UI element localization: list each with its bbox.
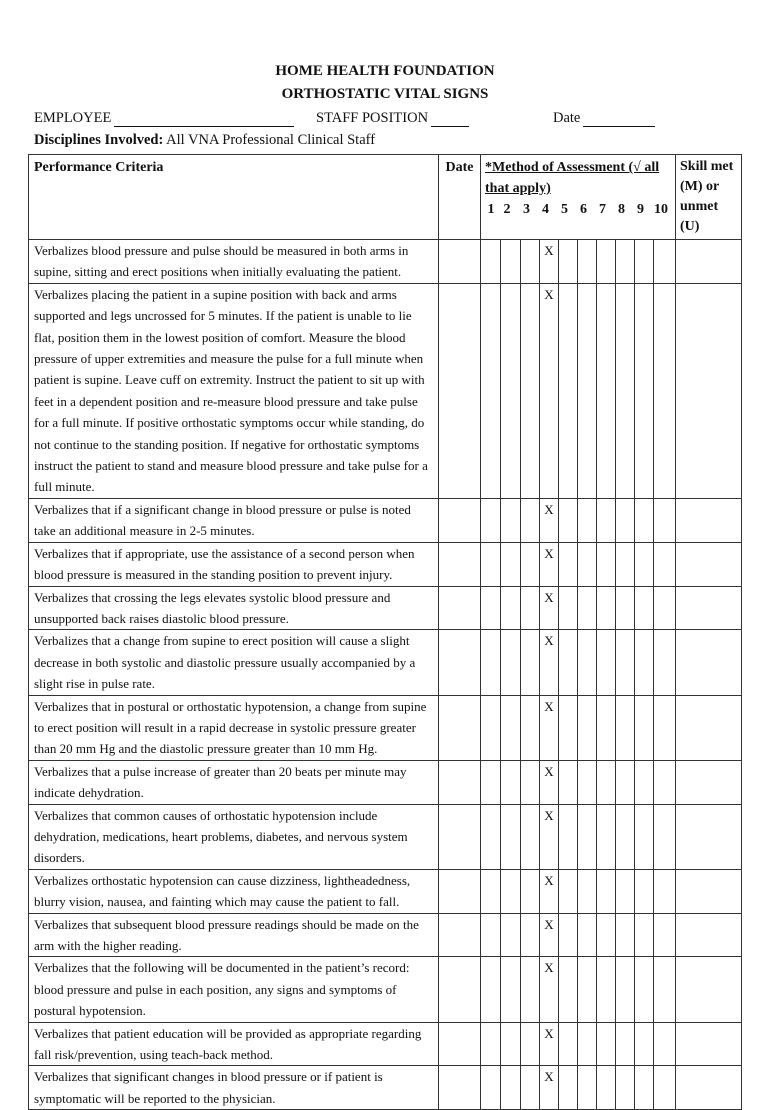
method-cell-5[interactable] (559, 630, 578, 695)
criteria-text: Verbalizes that if a significant change in blood pressure or pulse is noted take an additional measure in 2-5 minutes. (29, 498, 439, 542)
criteria-text: Verbalizes that patient education will be provided as appropriate regarding fall risk/prevention, using teach-back method. (29, 1022, 439, 1066)
criteria-text: Verbalizes blood pressure and pulse should be measured in both arms in supine, sitting and erect positions when initially evaluating the patient. (29, 240, 439, 284)
method-cell-4[interactable]: X (540, 869, 559, 913)
skill-cell[interactable] (676, 586, 742, 630)
method-cell-7[interactable] (597, 1022, 616, 1066)
date-cell[interactable] (439, 760, 481, 804)
method-cell-7[interactable] (597, 586, 616, 630)
method-cell-5[interactable] (559, 498, 578, 542)
skill-cell[interactable] (676, 1066, 742, 1110)
method-cell-9[interactable] (635, 695, 654, 760)
table-row (29, 586, 742, 630)
method-cell-1[interactable] (481, 869, 501, 913)
method-cell-8[interactable] (616, 1022, 635, 1066)
date-cell[interactable] (439, 630, 481, 695)
method-cell-4[interactable]: X (540, 1022, 559, 1066)
method-cell-3[interactable] (521, 695, 540, 760)
date-cell[interactable] (439, 1066, 481, 1110)
method-cell-8[interactable] (616, 695, 635, 760)
method-number: 5 (561, 202, 568, 217)
method-cell-9[interactable] (635, 760, 654, 804)
method-cell-6[interactable] (578, 1022, 597, 1066)
table-row (29, 240, 742, 284)
date-cell[interactable] (439, 240, 481, 284)
employee-label: EMPLOYEE (34, 110, 112, 126)
method-cell-2[interactable] (501, 542, 521, 586)
method-cell-4[interactable]: X (540, 760, 559, 804)
method-cell-7[interactable] (597, 1066, 616, 1110)
performance-criteria-table (28, 154, 742, 1110)
staff-position-label: STAFF POSITION (316, 110, 429, 126)
method-cell-2[interactable] (501, 913, 521, 957)
method-cell-2[interactable] (501, 283, 521, 498)
method-cell-10[interactable] (654, 913, 676, 957)
method-cell-3[interactable] (521, 913, 540, 957)
method-cell-2[interactable] (501, 760, 521, 804)
table-row (29, 957, 742, 1022)
method-number: 10 (654, 202, 668, 217)
method-cell-6[interactable] (578, 586, 597, 630)
date-cell[interactable] (439, 913, 481, 957)
table-row (29, 804, 742, 869)
method-cell-10[interactable] (654, 586, 676, 630)
method-cell-10[interactable] (654, 240, 676, 284)
method-cell-1[interactable] (481, 498, 501, 542)
method-cell-10[interactable] (654, 695, 676, 760)
method-cell-1[interactable] (481, 240, 501, 284)
method-cell-9[interactable] (635, 283, 654, 498)
table-row (29, 283, 742, 498)
disciplines-label: Disciplines Involved: (34, 132, 164, 148)
method-cell-1[interactable] (481, 586, 501, 630)
criteria-text: Verbalizes that if appropriate, use the assistance of a second person when blood pressure is measured in the standing position to prevent injury. (29, 542, 439, 586)
method-cell-5[interactable] (559, 1066, 578, 1110)
table-row (29, 913, 742, 957)
method-cell-8[interactable] (616, 542, 635, 586)
method-number: 2 (503, 202, 511, 217)
form-title: ORTHOSTATIC VITAL SIGNS (281, 86, 489, 102)
method-cell-8[interactable] (616, 760, 635, 804)
staff-position-line[interactable] (431, 113, 469, 127)
criteria-text: Verbalizes orthostatic hypotension can cause dizziness, lightheadedness, blurry vision, nausea, and fainting which may cause the patient to fall. (29, 869, 439, 913)
method-cell-10[interactable] (654, 760, 676, 804)
method-cell-6[interactable] (578, 695, 597, 760)
method-cell-6[interactable] (578, 542, 597, 586)
method-cell-10[interactable] (654, 630, 676, 695)
method-cell-9[interactable] (635, 586, 654, 630)
staff-position-field (316, 110, 469, 127)
method-cell-8[interactable] (616, 586, 635, 630)
method-cell-10[interactable] (654, 498, 676, 542)
method-cell-3[interactable] (521, 586, 540, 630)
method-cell-1[interactable] (481, 695, 501, 760)
method-cell-8[interactable] (616, 240, 635, 284)
method-cell-5[interactable] (559, 869, 578, 913)
method-cell-2[interactable] (501, 804, 521, 869)
table-row (29, 695, 742, 760)
method-cell-3[interactable] (521, 1022, 540, 1066)
method-number: 1 (487, 202, 495, 217)
method-cell-7[interactable] (597, 695, 616, 760)
method-cell-4[interactable]: X (540, 283, 559, 498)
method-number: 6 (580, 202, 587, 217)
employee-line[interactable] (114, 113, 294, 127)
method-cell-1[interactable] (481, 957, 501, 1022)
method-cell-2[interactable] (501, 630, 521, 695)
method-cell-8[interactable] (616, 630, 635, 695)
skill-cell[interactable] (676, 869, 742, 913)
method-cell-9[interactable] (635, 240, 654, 284)
disciplines-value: All VNA Professional Clinical Staff (166, 132, 376, 148)
table-row (29, 1066, 742, 1110)
method-cell-7[interactable] (597, 957, 616, 1022)
organization-title: HOME HEALTH FOUNDATION (275, 63, 495, 79)
method-cell-5[interactable] (559, 695, 578, 760)
method-cell-9[interactable] (635, 498, 654, 542)
skill-cell[interactable] (676, 695, 742, 760)
method-cell-5[interactable] (559, 283, 578, 498)
date-cell[interactable] (439, 695, 481, 760)
method-cell-5[interactable] (559, 240, 578, 284)
method-cell-5[interactable] (559, 542, 578, 586)
table-row (29, 869, 742, 913)
criteria-text: Verbalizes that the following will be documented in the patient’s record: blood pressure and pulse in each position, any signs and symptoms of postural hypotension. (29, 957, 439, 1022)
method-cell-6[interactable] (578, 804, 597, 869)
method-number: 4 (542, 202, 549, 217)
method-number: 3 (523, 202, 530, 217)
table-row (29, 542, 742, 586)
method-cell-7[interactable] (597, 630, 616, 695)
table-row (29, 498, 742, 542)
method-cell-5[interactable] (559, 1022, 578, 1066)
table-header-row (29, 155, 742, 240)
method-cell-10[interactable] (654, 283, 676, 498)
criteria-text: Verbalizes that a change from supine to erect position will cause a slight decrease in both systolic and diastolic pressure usually accompanied by a slight rise in pulse rate. (29, 630, 439, 695)
skill-cell[interactable] (676, 630, 742, 695)
skill-cell[interactable] (676, 957, 742, 1022)
method-cell-4[interactable]: X (540, 804, 559, 869)
date-cell[interactable] (439, 957, 481, 1022)
method-cell-8[interactable] (616, 498, 635, 542)
skill-cell[interactable] (676, 542, 742, 586)
method-cell-2[interactable] (501, 586, 521, 630)
method-cell-6[interactable] (578, 1066, 597, 1110)
method-cell-6[interactable] (578, 498, 597, 542)
method-cell-3[interactable] (521, 542, 540, 586)
criteria-text: Verbalizes that in postural or orthostatic hypotension, a change from supine to erect position will result in a rapid decrease in systolic pressure greater than 20 mm Hg and the diastolic pressure greater than 10 mm Hg. (29, 695, 439, 760)
table-row (29, 630, 742, 695)
date-cell[interactable] (439, 869, 481, 913)
skill-cell[interactable] (676, 804, 742, 869)
method-cell-7[interactable] (597, 760, 616, 804)
method-cell-3[interactable] (521, 957, 540, 1022)
method-cell-2[interactable] (501, 957, 521, 1022)
method-cell-3[interactable] (521, 760, 540, 804)
method-cell-2[interactable] (501, 1066, 521, 1110)
method-cell-3[interactable] (521, 240, 540, 284)
method-cell-6[interactable] (578, 760, 597, 804)
method-cell-8[interactable] (616, 283, 635, 498)
method-cell-4[interactable]: X (540, 498, 559, 542)
table-row (29, 760, 742, 804)
method-cell-5[interactable] (559, 804, 578, 869)
method-cell-6[interactable] (578, 240, 597, 284)
method-number: 7 (599, 202, 606, 217)
skill-cell[interactable] (676, 283, 742, 498)
method-cell-7[interactable] (597, 542, 616, 586)
date-cell[interactable] (439, 498, 481, 542)
table-row (29, 1022, 742, 1066)
method-cell-5[interactable] (559, 957, 578, 1022)
skill-cell[interactable] (676, 760, 742, 804)
method-cell-1[interactable] (481, 542, 501, 586)
method-cell-5[interactable] (559, 913, 578, 957)
method-cell-9[interactable] (635, 1022, 654, 1066)
method-cell-8[interactable] (616, 1066, 635, 1110)
method-cell-6[interactable] (578, 869, 597, 913)
method-cell-10[interactable] (654, 1022, 676, 1066)
method-number: 8 (618, 202, 625, 217)
method-cell-8[interactable] (616, 869, 635, 913)
criteria-text: Verbalizes placing the patient in a supine position with back and arms supported and legs uncrossed for 5 minutes. If the patient is unable to lie flat, position them in the lowest position of comfort. Measure the blood pressure of upper extremities and measure the pulse for a full minute when patient is supine. Leave cuff on extremity. Instruct the patient to sit up with feet in a dependent position and re-measure blood pressure and take pulse for a full minute. If positive orthostatic symptoms occur while standing, do not continue to the standing position. If negative for orthostatic symptoms instruct the patient to stand and measure blood pressure and take pulse for a full minute. (29, 283, 439, 498)
method-cell-6[interactable] (578, 913, 597, 957)
method-cell-10[interactable] (654, 869, 676, 913)
method-cell-9[interactable] (635, 913, 654, 957)
header-skill-met: Skill met (M) or unmet (U) (676, 155, 742, 240)
method-cell-9[interactable] (635, 869, 654, 913)
header-date: Date (439, 155, 481, 240)
date-cell[interactable] (439, 804, 481, 869)
criteria-text: Verbalizes that significant changes in blood pressure or if patient is symptomatic will be reported to the physician. (29, 1066, 439, 1110)
method-cell-6[interactable] (578, 630, 597, 695)
method-cell-7[interactable] (597, 240, 616, 284)
method-cell-4[interactable]: X (540, 240, 559, 284)
method-cell-10[interactable] (654, 957, 676, 1022)
method-cell-9[interactable] (635, 957, 654, 1022)
method-cell-3[interactable] (521, 630, 540, 695)
method-cell-1[interactable] (481, 804, 501, 869)
method-cell-1[interactable] (481, 760, 501, 804)
method-label: *Method of Assessment (√ all that apply) (485, 160, 660, 196)
method-cell-2[interactable] (501, 240, 521, 284)
method-cell-9[interactable] (635, 1066, 654, 1110)
method-cell-6[interactable] (578, 957, 597, 1022)
date-label: Date (553, 110, 581, 126)
method-cell-1[interactable] (481, 1022, 501, 1066)
method-cell-9[interactable] (635, 542, 654, 586)
method-cell-8[interactable] (616, 913, 635, 957)
method-cell-1[interactable] (481, 283, 501, 498)
method-cell-6[interactable] (578, 283, 597, 498)
method-cell-5[interactable] (559, 760, 578, 804)
method-cell-3[interactable] (521, 283, 540, 498)
method-cell-10[interactable] (654, 1066, 676, 1110)
employee-field (34, 110, 294, 127)
method-cell-2[interactable] (501, 869, 521, 913)
method-cell-9[interactable] (635, 804, 654, 869)
method-cell-7[interactable] (597, 283, 616, 498)
method-cell-3[interactable] (521, 498, 540, 542)
method-cell-2[interactable] (501, 1022, 521, 1066)
date-field (553, 110, 655, 127)
criteria-rows (29, 240, 742, 1110)
method-number-row (485, 199, 671, 220)
method-cell-4[interactable]: X (540, 586, 559, 630)
criteria-text: Verbalizes that crossing the legs elevates systolic blood pressure and unsupported back raises diastolic blood pressure. (29, 586, 439, 630)
header-method-of-assessment (481, 155, 676, 240)
method-cell-8[interactable] (616, 957, 635, 1022)
method-cell-7[interactable] (597, 804, 616, 869)
criteria-text: Verbalizes that a pulse increase of greater than 20 beats per minute may indicate dehydration. (29, 760, 439, 804)
date-cell[interactable] (439, 283, 481, 498)
skill-cell[interactable] (676, 1022, 742, 1066)
method-cell-3[interactable] (521, 804, 540, 869)
method-cell-4[interactable]: X (540, 630, 559, 695)
date-cell[interactable] (439, 542, 481, 586)
skill-cell[interactable] (676, 913, 742, 957)
date-line[interactable] (583, 113, 655, 127)
criteria-text: Verbalizes that subsequent blood pressure readings should be made on the arm with the higher reading. (29, 913, 439, 957)
method-cell-7[interactable] (597, 498, 616, 542)
method-cell-10[interactable] (654, 804, 676, 869)
date-cell[interactable] (439, 586, 481, 630)
method-cell-4[interactable]: X (540, 542, 559, 586)
method-cell-5[interactable] (559, 586, 578, 630)
header-performance-criteria: Performance Criteria (29, 155, 439, 240)
method-cell-8[interactable] (616, 804, 635, 869)
method-cell-1[interactable] (481, 630, 501, 695)
skill-cell[interactable] (676, 498, 742, 542)
method-cell-4[interactable]: X (540, 957, 559, 1022)
skill-cell[interactable] (676, 240, 742, 284)
method-cell-4[interactable]: X (540, 695, 559, 760)
method-cell-1[interactable] (481, 1066, 501, 1110)
method-cell-3[interactable] (521, 869, 540, 913)
method-cell-7[interactable] (597, 913, 616, 957)
method-cell-4[interactable]: X (540, 913, 559, 957)
method-cell-4[interactable]: X (540, 1066, 559, 1110)
criteria-text: Verbalizes that common causes of orthostatic hypotension include dehydration, medications, heart problems, diabetes, and nervous system disorders. (29, 804, 439, 869)
method-cell-3[interactable] (521, 1066, 540, 1110)
method-number: 9 (637, 202, 644, 217)
method-cell-2[interactable] (501, 498, 521, 542)
disciplines-line (34, 132, 375, 149)
method-cell-10[interactable] (654, 542, 676, 586)
date-cell[interactable] (439, 1022, 481, 1066)
method-cell-7[interactable] (597, 869, 616, 913)
method-cell-2[interactable] (501, 695, 521, 760)
method-cell-1[interactable] (481, 913, 501, 957)
method-cell-9[interactable] (635, 630, 654, 695)
